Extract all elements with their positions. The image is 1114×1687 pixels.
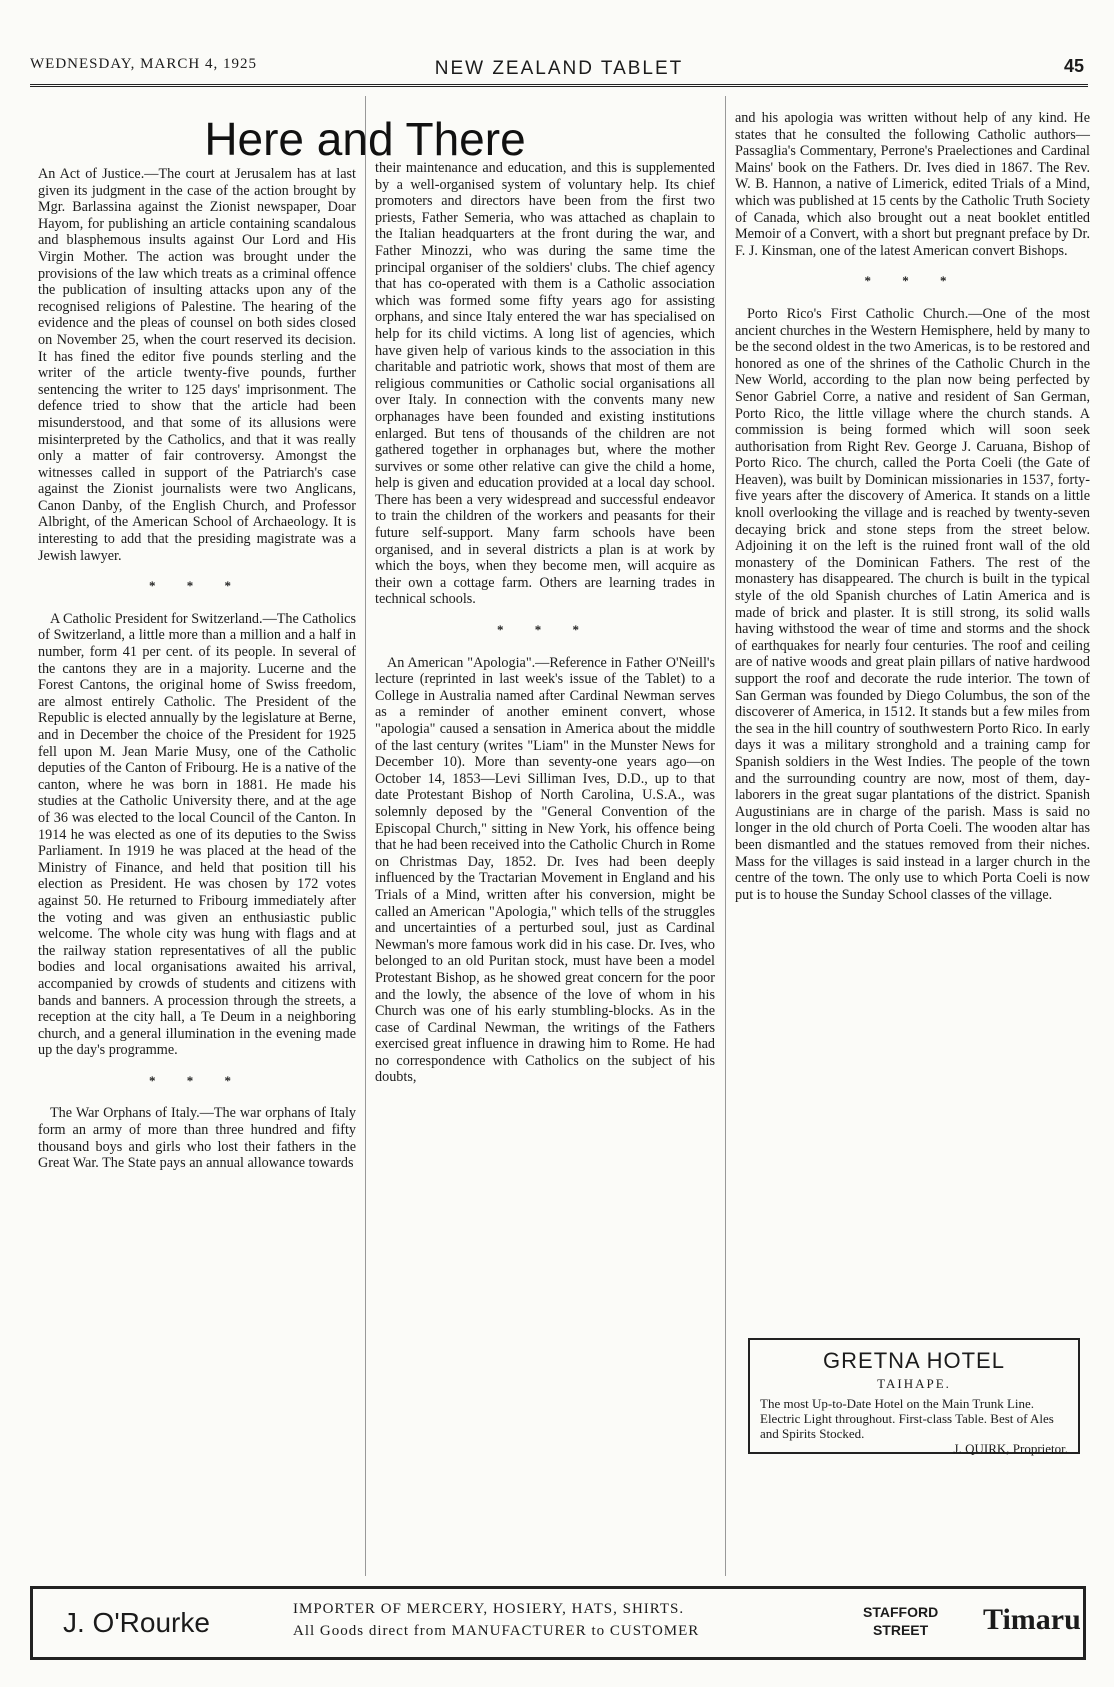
orourke-street-2: STREET xyxy=(872,1622,929,1638)
gretna-proprietor: J. QUIRK, Proprietor. xyxy=(953,1441,1068,1456)
separator: * * * xyxy=(149,1072,245,1088)
article-apologia-cont: and his apologia was written without help of any kind. He states that he consulted the following Catholic authors—Passaglia's Commentary, Perrone's Praelectiones and Cardinal Mains' book on the Fathers. Dr. Ives died in 1867. The Rev. W. B. Hannon, a native of Limerick, edited Trials of a Mind, which was published at 15 cents by the Catholic Truth Society of Canada, which also brought out a neat booklet entitled Memoir of a Convert, with a short but pregnant preface by Dr. F. J. Kinsman, one of the latest American convert Bishops. xyxy=(735,110,1090,259)
column-rule xyxy=(725,96,726,1576)
orourke-line1: IMPORTER OF MERCERY, HOSIERY, HATS, SHIRTS. xyxy=(293,1601,685,1617)
orourke-town: Timaru xyxy=(983,1603,1081,1636)
gretna-title: GRETNA HOTEL xyxy=(823,1348,1005,1373)
article-swiss-president: A Catholic President for Switzerland.—The Catholics of Switzerland, a little more than a million and a half in number, form 41 per cent. of its people. In several of the cantons they are in a majority. Lucerne and the Forest Cantons, the original home of Swiss freedom, are almost entirely Catholic. The President of the Republic is elected annually by the legislature at Berne, and in December the choice of the President for 1925 fell upon M. Jean Marie Musy, one of the Catholic deputies of the Canton of Fribourg. He is a native of the canton, where he was born in 1881. He made his studies at the Catholic University there, and at the age of 36 was elected to the local Council of the Canton. In 1914 he was elected as one of its deputies to the Swiss Parliament. In 1919 he was placed at the head of the Ministry of Finance, and held that position till his election as President. He was chosen by 172 votes against 50. He returned to Fribourg immediately after the voting and was given an enthusiastic public welcome. The whole city was hung with flags and at the railway station representatives of all the public bodies and local organisations awaited his arrival, accompanied by crowds of students and citizens with bands and banners. A procession through the streets, a reception at the city hall, a Te Deum in a neighboring church, and a general illumination in the evening made up the day's programme. xyxy=(38,610,356,1059)
orourke-name: J. O'Rourke xyxy=(63,1607,210,1638)
separator: * * * xyxy=(864,273,961,289)
separator: * * * xyxy=(149,578,245,594)
article-war-orphans-cont: their maintenance and education, and this is supplemented by a well-organised system of voluntary help. Its chief promoters and directors have been from the first two priests, Father Semeria, who was attached as chaplain to the Italian headquarters at the front during the war, and Father Minozzi, who was during the same time the principal organiser of the soldiers' clubs. The chief agency that has co-operated with them is a Catholic association which was formed some fifty years ago for assisting orphans, and since Italy entered the war has specialised on help for its child victims. A long list of agencies, which have given help of various kinds to the association in this charitable and patriotic work, shows that most of them are religious communities or Catholic social organisations all over Italy. In connection with the convents many new orphanages have been founded and existing institutions enlarged. But tens of thousands of the children are not gathered together in orphanages but, where the mother survives or some other relative can give the child a home, help is given and education provided at a local day school. There has been a very widespread and successful endeavor to train the children of the workers and peasants for their future self-support. Many farm schools have been organised, and in several districts a plan is at work by which the boys, when they become men, will acquire as their own a cottage farm. Others are learning trades in technical schools. xyxy=(375,160,715,608)
header-page-number: 45 xyxy=(1063,56,1084,76)
gretna-body: The most Up-to-Date Hotel on the Main Trunk Line. Electric Light throughout. First-class Table. Best of Ales and Spirits Stocked. xyxy=(760,1396,1054,1441)
column-3 xyxy=(735,110,1090,903)
separator: * * * xyxy=(497,622,593,638)
orourke-line2: All Goods direct from MANUFACTURER to CUSTOMER xyxy=(293,1623,700,1639)
column-1 xyxy=(38,166,356,1172)
orourke-ad xyxy=(30,1586,1086,1660)
article-american-apologia: An American "Apologia".—Reference in Father O'Neill's lecture (reprinted in last week's issue of the Tablet) to a College in Australia named after Cardinal Newman serves as a reminder of another eminent convert, whose "apologia" caused a sensation in America about the middle of the last century (writes "Liam" in the Munster News for December 10). More than seventy-one years ago—on October 14, 1853—Levi Silliman Ives, D.D., up to that date Protestant Bishop of North Carolina, U.S.A., was solemnly deposed by the "General Convention of the Episcopal Church," sitting in New York, his offence being that he had been received into the Catholic Church in Rome on Christmas Day, 1852. Dr. Ives had been deeply influenced by the Tractarian Movement in England and his Trials of a Mind, written after his conversion, might be called an American "Apologia," which tells of the struggles and uncertainties of a perturbed soul, just as Cardinal Newman's more famous work did in his case. Dr. Ives, who belonged to an old Puritan stock, must have been a model Protestant Bishop, as he showed great concern for the poor and the lowly, the absence of the love of whom in his Church was one of his early stumbling-blocks. As in the case of Cardinal Newman, the writings of the Fathers exercised great influence in drawing him to Rome. He had no correspondence with Catholics on the subject of his doubts, xyxy=(375,654,715,1086)
section-heading: Here and There xyxy=(204,113,526,165)
gretna-hotel-ad xyxy=(748,1338,1080,1454)
orourke-street xyxy=(863,1603,938,1639)
header-title: NEW ZEALAND TABLET xyxy=(434,58,684,79)
article-war-orphans: The War Orphans of Italy.—The war orphans of Italy form an army of more than three hundred and fifty thousand boys and girls who lost their fathers in the Great War. The State pays an annual allowance towards xyxy=(38,1105,356,1172)
column-2 xyxy=(375,160,715,1086)
header-date: WEDNESDAY, MARCH 4, 1925 xyxy=(30,56,257,72)
gretna-town: TAIHAPE. xyxy=(877,1376,951,1391)
article-porto-rico: Porto Rico's First Catholic Church.—One of the most ancient churches in the Western Hemisphere, held by many to be the second oldest in the two Americas, is to be restored and honored as one of the shrines of the Catholic Church in the New World, according to the plan now being perfected by Senor Gabriel Corre, a native and resident of San German, Porto Rico, the little village where the church stands. A commission is being formed which will soon seek authorisation from Right Rev. George J. Caruana, Bishop of Porto Rico. The church, called the Porta Coeli (the Gate of Heaven), was built by Dominican missionaries in 1537, forty-five years after the discovery of America. It stands on a little knoll overlooking the village and is reached by twenty-seven decaying brick and stone steps from the street below. Adjoining it on the left is the ruined front wall of the old monastery of the Dominican Fathers. The rest of the monastery has disappeared. The church is built in the typical style of the old Spanish churches of Latin America and is made of brick and plaster. It is still strong, its solid walls having withstood the wear of time and storms and the shock of earthquakes for nearly four centuries. The roof and ceiling are of native woods and great plain pillars of native hardwood support the roof and decorate the rude interior. The town of San German was founded by Diego Columbus, the son of the discoverer of America, in 1512. It stands but a few miles from the sea in the hill country of southwestern Porto Rico. In early days it was a military stronghold and a training camp for Spanish soldiers in the West Indies. The people of the town and the surrounding country are now, most of them, day-laborers in the great sugar plantations of the district. Spanish Augustinians are in charge of the parish. Mass is said no longer in the old church of Porta Coeli. The wooden altar has been dismantled and the statues removed from their niches. Mass for the villages is said instead in a larger church in the centre of the town. The only use to which Porta Coeli is now put is to house the Sunday School classes of the village. xyxy=(735,305,1090,903)
column-rule xyxy=(365,96,366,1576)
article-act-of-justice: An Act of Justice.—The court at Jerusalem has at last given its judgment in the case of the action brought by Mgr. Barlassina against the Zionist newspaper, Doar Hayom, for publishing an article containing scandalous and blasphemous insults against Our Lord and His Virgin Mother. The action was brought under the provisions of the law which treats as a criminal offence the publication of insulting attacks upon any of the recognised religions of Palestine. The hearing of the evidence and the pleas of counsel on both sides closed on November 25, when the court reserved its decision. It has fined the editor five pounds sterling and the writer of the article twenty-five pounds, further sentencing the writer to 125 days' imprisonment. The defence tried to show that the article had been misunderstood, and that some of its allusions were misinterpreted by the Catholics, and that it was really only a matter of fair controversy. Amongst the witnesses called in support of the Patriarch's case against the Zionist journalists were two Anglicans, Canon Danby, of the English Church, and Professor Albright, of the American School of Archaeology. It is interesting to add that the presiding magistrate was a Jewish lawyer. xyxy=(38,166,356,564)
orourke-street-1: STAFFORD xyxy=(863,1604,939,1620)
page-header xyxy=(30,48,1088,87)
